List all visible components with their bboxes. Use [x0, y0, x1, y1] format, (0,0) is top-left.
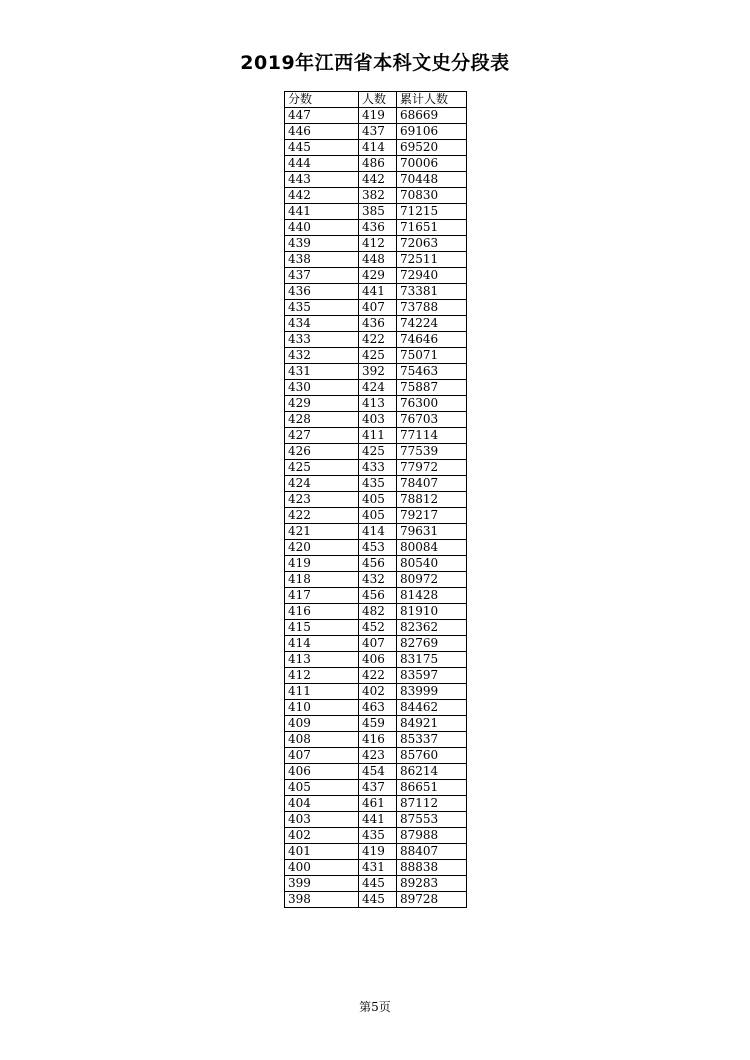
cell-score: 428 [285, 412, 359, 428]
cell-cumulative: 85337 [397, 732, 467, 748]
cell-cumulative: 81428 [397, 588, 467, 604]
cell-count: 433 [359, 460, 397, 476]
table-row [285, 492, 467, 508]
table-row [285, 220, 467, 236]
cell-cumulative: 88407 [397, 844, 467, 860]
cell-score: 408 [285, 732, 359, 748]
cell-score: 426 [285, 444, 359, 460]
cell-score: 435 [285, 300, 359, 316]
cell-cumulative: 87553 [397, 812, 467, 828]
cell-cumulative: 72511 [397, 252, 467, 268]
cell-count: 411 [359, 428, 397, 444]
cell-count: 445 [359, 876, 397, 892]
cell-cumulative: 75071 [397, 348, 467, 364]
cell-count: 425 [359, 444, 397, 460]
cell-cumulative: 88838 [397, 860, 467, 876]
cell-count: 435 [359, 828, 397, 844]
table-row [285, 860, 467, 876]
cell-score: 415 [285, 620, 359, 636]
table-row [285, 428, 467, 444]
cell-count: 456 [359, 556, 397, 572]
table-row [285, 124, 467, 140]
cell-count: 407 [359, 636, 397, 652]
cell-count: 423 [359, 748, 397, 764]
cell-cumulative: 69106 [397, 124, 467, 140]
column-header-count: 人数 [359, 92, 397, 108]
cell-cumulative: 87988 [397, 828, 467, 844]
cell-score: 446 [285, 124, 359, 140]
table-row [285, 524, 467, 540]
cell-count: 437 [359, 124, 397, 140]
cell-score: 423 [285, 492, 359, 508]
cell-score: 400 [285, 860, 359, 876]
table-row [285, 444, 467, 460]
table-row [285, 508, 467, 524]
cell-score: 398 [285, 892, 359, 908]
cell-score: 433 [285, 332, 359, 348]
column-header-score: 分数 [285, 92, 359, 108]
cell-count: 463 [359, 700, 397, 716]
table-row [285, 476, 467, 492]
cell-score: 402 [285, 828, 359, 844]
cell-cumulative: 78812 [397, 492, 467, 508]
table-row [285, 364, 467, 380]
table-row [285, 156, 467, 172]
cell-score: 419 [285, 556, 359, 572]
table-row [285, 252, 467, 268]
table-row [285, 796, 467, 812]
table-row [285, 812, 467, 828]
table-row [285, 556, 467, 572]
cell-score: 431 [285, 364, 359, 380]
cell-cumulative: 83175 [397, 652, 467, 668]
table-row [285, 284, 467, 300]
cell-cumulative: 85760 [397, 748, 467, 764]
cell-score: 439 [285, 236, 359, 252]
cell-score: 412 [285, 668, 359, 684]
cell-cumulative: 71215 [397, 204, 467, 220]
cell-cumulative: 70830 [397, 188, 467, 204]
cell-cumulative: 71651 [397, 220, 467, 236]
cell-cumulative: 72063 [397, 236, 467, 252]
table-row [285, 652, 467, 668]
cell-count: 413 [359, 396, 397, 412]
cell-cumulative: 77114 [397, 428, 467, 444]
cell-score: 442 [285, 188, 359, 204]
cell-count: 405 [359, 492, 397, 508]
cell-cumulative: 76703 [397, 412, 467, 428]
cell-score: 404 [285, 796, 359, 812]
cell-cumulative: 69520 [397, 140, 467, 156]
cell-count: 442 [359, 172, 397, 188]
cell-cumulative: 87112 [397, 796, 467, 812]
table-row [285, 828, 467, 844]
cell-cumulative: 83597 [397, 668, 467, 684]
table-row [285, 780, 467, 796]
cell-cumulative: 84462 [397, 700, 467, 716]
cell-count: 382 [359, 188, 397, 204]
cell-score: 420 [285, 540, 359, 556]
cell-score: 416 [285, 604, 359, 620]
cell-count: 407 [359, 300, 397, 316]
table-row [285, 876, 467, 892]
cell-count: 422 [359, 332, 397, 348]
table-row [285, 684, 467, 700]
cell-score: 399 [285, 876, 359, 892]
cell-score: 417 [285, 588, 359, 604]
page-title: 2019年江西省本科文史分段表 [240, 52, 510, 74]
table-row [285, 204, 467, 220]
cell-score: 443 [285, 172, 359, 188]
cell-score: 437 [285, 268, 359, 284]
cell-score: 409 [285, 716, 359, 732]
table-row [285, 460, 467, 476]
cell-count: 456 [359, 588, 397, 604]
cell-score: 401 [285, 844, 359, 860]
cell-count: 448 [359, 252, 397, 268]
cell-count: 422 [359, 668, 397, 684]
cell-cumulative: 73381 [397, 284, 467, 300]
cell-count: 419 [359, 844, 397, 860]
table-row [285, 188, 467, 204]
cell-count: 431 [359, 860, 397, 876]
cell-count: 414 [359, 140, 397, 156]
cell-count: 441 [359, 284, 397, 300]
table-row [285, 140, 467, 156]
cell-count: 486 [359, 156, 397, 172]
table-row [285, 700, 467, 716]
table-row [285, 108, 467, 124]
cell-score: 407 [285, 748, 359, 764]
table-row [285, 412, 467, 428]
cell-count: 432 [359, 572, 397, 588]
cell-count: 429 [359, 268, 397, 284]
cell-cumulative: 89728 [397, 892, 467, 908]
cell-score: 444 [285, 156, 359, 172]
table-row [285, 604, 467, 620]
table-row [285, 540, 467, 556]
cell-count: 441 [359, 812, 397, 828]
table-row [285, 332, 467, 348]
cell-cumulative: 86214 [397, 764, 467, 780]
cell-score: 427 [285, 428, 359, 444]
cell-cumulative: 79217 [397, 508, 467, 524]
cell-cumulative: 79631 [397, 524, 467, 540]
cell-cumulative: 84921 [397, 716, 467, 732]
table-row [285, 380, 467, 396]
cell-cumulative: 70448 [397, 172, 467, 188]
cell-cumulative: 89283 [397, 876, 467, 892]
cell-score: 441 [285, 204, 359, 220]
cell-score: 440 [285, 220, 359, 236]
cell-cumulative: 70006 [397, 156, 467, 172]
cell-count: 453 [359, 540, 397, 556]
table-row [285, 636, 467, 652]
cell-score: 447 [285, 108, 359, 124]
cell-cumulative: 81910 [397, 604, 467, 620]
cell-count: 425 [359, 348, 397, 364]
cell-score: 438 [285, 252, 359, 268]
cell-count: 414 [359, 524, 397, 540]
cell-count: 403 [359, 412, 397, 428]
cell-count: 416 [359, 732, 397, 748]
cell-cumulative: 75887 [397, 380, 467, 396]
cell-score: 434 [285, 316, 359, 332]
cell-cumulative: 80540 [397, 556, 467, 572]
cell-count: 385 [359, 204, 397, 220]
cell-score: 445 [285, 140, 359, 156]
cell-score: 418 [285, 572, 359, 588]
table-row [285, 396, 467, 412]
cell-score: 424 [285, 476, 359, 492]
cell-count: 419 [359, 108, 397, 124]
cell-score: 425 [285, 460, 359, 476]
cell-score: 436 [285, 284, 359, 300]
cell-count: 459 [359, 716, 397, 732]
cell-count: 424 [359, 380, 397, 396]
cell-count: 436 [359, 220, 397, 236]
cell-cumulative: 78407 [397, 476, 467, 492]
cell-cumulative: 75463 [397, 364, 467, 380]
cell-count: 412 [359, 236, 397, 252]
score-distribution-table [284, 91, 467, 908]
cell-count: 445 [359, 892, 397, 908]
table-row [285, 300, 467, 316]
table-row [285, 764, 467, 780]
cell-cumulative: 68669 [397, 108, 467, 124]
cell-score: 405 [285, 780, 359, 796]
table-row [285, 844, 467, 860]
page-number: 第5页 [359, 1000, 391, 1014]
cell-count: 437 [359, 780, 397, 796]
table-row [285, 316, 467, 332]
cell-cumulative: 82362 [397, 620, 467, 636]
cell-score: 429 [285, 396, 359, 412]
table-row [285, 668, 467, 684]
column-header-cumulative: 累计人数 [397, 92, 467, 108]
cell-score: 411 [285, 684, 359, 700]
table-row [285, 588, 467, 604]
table-header-row [285, 92, 467, 108]
cell-score: 413 [285, 652, 359, 668]
table-row [285, 572, 467, 588]
cell-cumulative: 82769 [397, 636, 467, 652]
cell-cumulative: 77539 [397, 444, 467, 460]
cell-cumulative: 83999 [397, 684, 467, 700]
cell-cumulative: 80084 [397, 540, 467, 556]
cell-count: 454 [359, 764, 397, 780]
table-row [285, 236, 467, 252]
cell-cumulative: 74224 [397, 316, 467, 332]
table-row [285, 732, 467, 748]
cell-count: 405 [359, 508, 397, 524]
cell-count: 436 [359, 316, 397, 332]
cell-cumulative: 72940 [397, 268, 467, 284]
cell-score: 414 [285, 636, 359, 652]
cell-count: 406 [359, 652, 397, 668]
cell-cumulative: 80972 [397, 572, 467, 588]
cell-score: 421 [285, 524, 359, 540]
cell-count: 452 [359, 620, 397, 636]
cell-score: 406 [285, 764, 359, 780]
table-row [285, 348, 467, 364]
cell-score: 403 [285, 812, 359, 828]
cell-score: 430 [285, 380, 359, 396]
table-row [285, 748, 467, 764]
table-body [285, 108, 467, 908]
cell-cumulative: 74646 [397, 332, 467, 348]
table-row [285, 268, 467, 284]
table-row [285, 716, 467, 732]
cell-count: 402 [359, 684, 397, 700]
table-row [285, 620, 467, 636]
cell-score: 432 [285, 348, 359, 364]
cell-cumulative: 77972 [397, 460, 467, 476]
cell-count: 392 [359, 364, 397, 380]
cell-count: 435 [359, 476, 397, 492]
table-row [285, 172, 467, 188]
cell-cumulative: 86651 [397, 780, 467, 796]
cell-count: 482 [359, 604, 397, 620]
cell-score: 410 [285, 700, 359, 716]
cell-score: 422 [285, 508, 359, 524]
cell-cumulative: 73788 [397, 300, 467, 316]
cell-count: 461 [359, 796, 397, 812]
table-row [285, 892, 467, 908]
cell-cumulative: 76300 [397, 396, 467, 412]
